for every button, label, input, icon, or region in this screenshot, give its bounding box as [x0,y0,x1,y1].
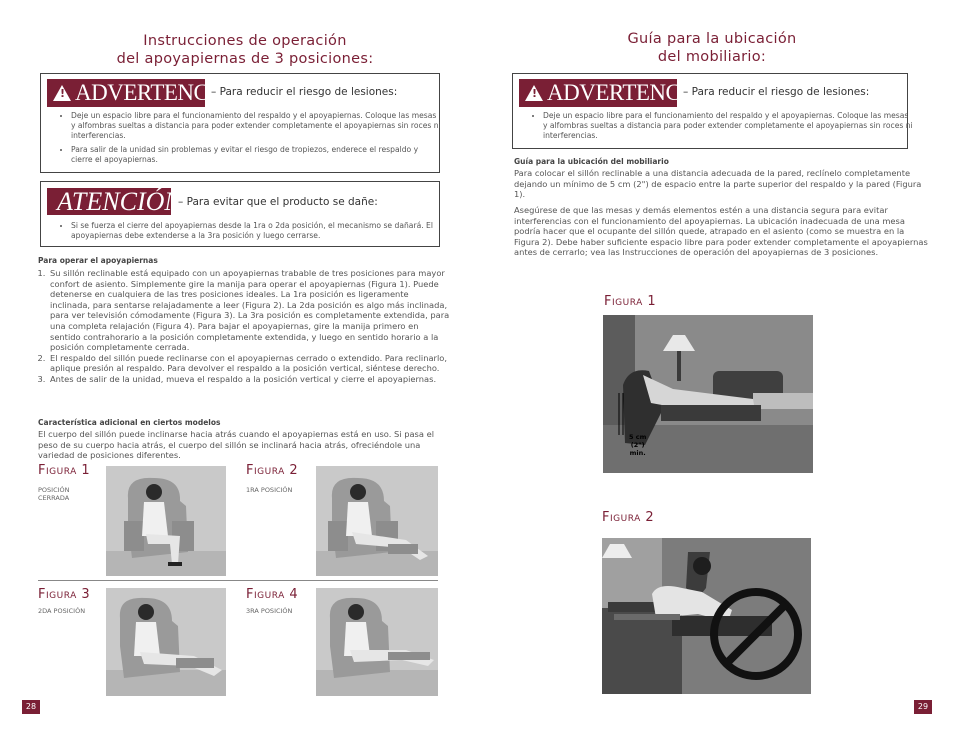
left-heading-line1: Instrucciones de operación [143,33,347,49]
left-warning-banner [47,79,232,107]
recliner-second-position-photo [106,588,226,696]
clearance-label-line: (2") [630,441,645,449]
caption-line: CERRADA [38,494,70,502]
recliner-photo-image [316,588,438,696]
left-warning-banner-text: ADVERTENCIA [75,80,232,105]
left-warning-list [57,111,441,169]
list-item: 3. Antes de salir de la unidad, mueva el respaldo a la posición vertical y cierre el apoyapiernas. [48,374,450,385]
warning-icon [525,85,543,101]
list-item: • Deje un espacio libre para el funcionamiento del respaldo y el apoyapiernas. Coloque las mesas y alfombras sueltas a distancia para poder extender completamente el apoyapiernas sin roces ni interferencias. [543,111,913,141]
left-warning-box [40,73,440,173]
table-interference-image [602,538,811,694]
left-warning-subtitle: – Para reducir el riesgo de lesiones: [211,86,398,98]
page-number-left: 28 [22,700,40,714]
left-figure3-title: Figura 3 [38,587,91,602]
clearance-label-line: 5 cm [629,433,647,441]
guide-paragraph-2: Asegúrese de que las mesas y demás elementos estén a una distancia segura para evitar interferencias con el funcionamiento del apoyapiernas. La ubicación inadecuada de una mesa podría hacer que el ocupante del sillón quede, atrapado en el asiento (como se muestra en la Figura 2). Debe haber suficiente espacio libre para poder extender completamente el apoyapiernas antes de cerrarlo; vea las Instrucciones de operación del apoyapiernas de 3 posiciones. [514,205,928,258]
extra-text: El cuerpo del sillón puede inclinarse hacia atrás cuando el apoyapiernas está en uso. Si pasa el peso de su cuerpo hacia atrás, el cuerpo del sillón se inclinará hacia atrás, ofreciéndole una variedad de posiciones diferentes. [38,429,434,461]
left-figure4-caption: 3RA POSICIÓN [246,607,293,615]
caption-line: POSICIÓN [38,486,70,494]
recliner-photo-image [106,588,226,696]
right-figure2-title: Figura 2 [602,510,655,525]
left-heading-line2: del apoyapiernas de 3 posiciones: [116,51,374,67]
recliner-photo-image [316,466,438,576]
left-figure1-caption [38,486,70,502]
right-warning-banner-text: ADVERTENCIA [547,80,704,105]
operate-title: Para operar el apoyapiernas [38,256,158,265]
recliner-third-position-photo [316,588,438,696]
figure-divider [38,580,438,581]
list-item: 2. El respaldo del sillón puede reclinarse con el apoyapiernas cerrado o extendido. Para reclinarlo, aplique presión al respaldo. Para devolver el respaldo a la posición vertical, siéntese derecho. [48,353,450,374]
right-warning-box [512,73,913,149]
left-figure2-caption: 1RA POSICIÓN [246,486,293,494]
extra-title: Característica adicional en ciertos modelos [38,418,221,427]
right-warning-banner [519,79,704,107]
right-heading [512,30,912,66]
left-figure1-title: Figura 1 [38,463,91,478]
recliner-closed-photo [106,466,226,576]
operate-steps [38,268,450,385]
clearance-label [629,433,646,457]
guide-paragraph-1: Para colocar el sillón reclinable a una distancia adecuada de la pared, reclínelo completamente dejando un mínimo de 5 cm (2") de espacio entre la parte superior del respaldo y la pared (Figura 1). [514,168,922,200]
guide-title: Guía para la ubicación del mobiliario [514,157,669,166]
left-caution-banner: ATENCIÓN [47,188,171,215]
page-number-right: 29 [914,700,932,714]
right-warning-subtitle: – Para reducir el riesgo de lesiones: [683,86,870,98]
left-figure3-caption: 2DA POSICIÓN [38,607,86,615]
left-figure2-title: Figura 2 [246,463,299,478]
list-item: 1. Su sillón reclinable está equipado con un apoyapiernas trabable de tres posiciones para mayor confort de asiento. Simplemente gire la manija para operar el apoyapiernas (Figura 1). Puede detenerse en cualquiera de las tres posiciones ideales. La 1ra posición es ligeramente inclinada, para sentarse relajadamente a leer (Figura 2). La 2da posición es algo más inclinada, para ver televisión cómodamente (Figura 3). La 3ra posición es completamente extendida, para una completa relajación (Figura 4). Para bajar el apoyapiernas, gire la manija primero en sentido contrahorario a la posición completamente extendida, y luego en sentido horario a la posición completamente cerrada. [48,268,450,353]
left-caution-list [57,221,441,245]
recliner-photo-image [106,466,226,576]
list-item: • Si se fuerza el cierre del apoyapiernas desde la 1ra o 2da posición, el mecanismo se dañará. El apoyapiernas debe extenderse a la 3ra posición y luego cerrarse. [71,221,441,241]
left-heading [40,32,450,68]
recliner-first-position-photo [316,466,438,576]
table-interference-photo [602,538,811,694]
clearance-label-line: min. [629,449,646,457]
left-figure4-title: Figura 4 [246,587,299,602]
warning-icon [53,85,71,101]
wall-clearance-photo [603,315,813,473]
list-item: • Deje un espacio libre para el funcionamiento del respaldo y el apoyapiernas. Coloque las mesas y alfombras sueltas a distancia para poder extender completamente el apoyapiernas sin roces ni interferencias. [71,111,441,141]
right-figure1-title: Figura 1 [604,294,657,309]
right-heading-line2: del mobiliario: [657,49,767,65]
right-warning-list [529,111,913,145]
list-item: • Para salir de la unidad sin problemas y evitar el riesgo de tropiezos, enderece el respaldo y cierre el apoyapiernas. [71,145,441,165]
left-caution-box [40,181,440,247]
right-heading-line1: Guía para la ubicación [627,31,797,47]
left-caution-subtitle: – Para evitar que el producto se dañe: [178,196,378,208]
